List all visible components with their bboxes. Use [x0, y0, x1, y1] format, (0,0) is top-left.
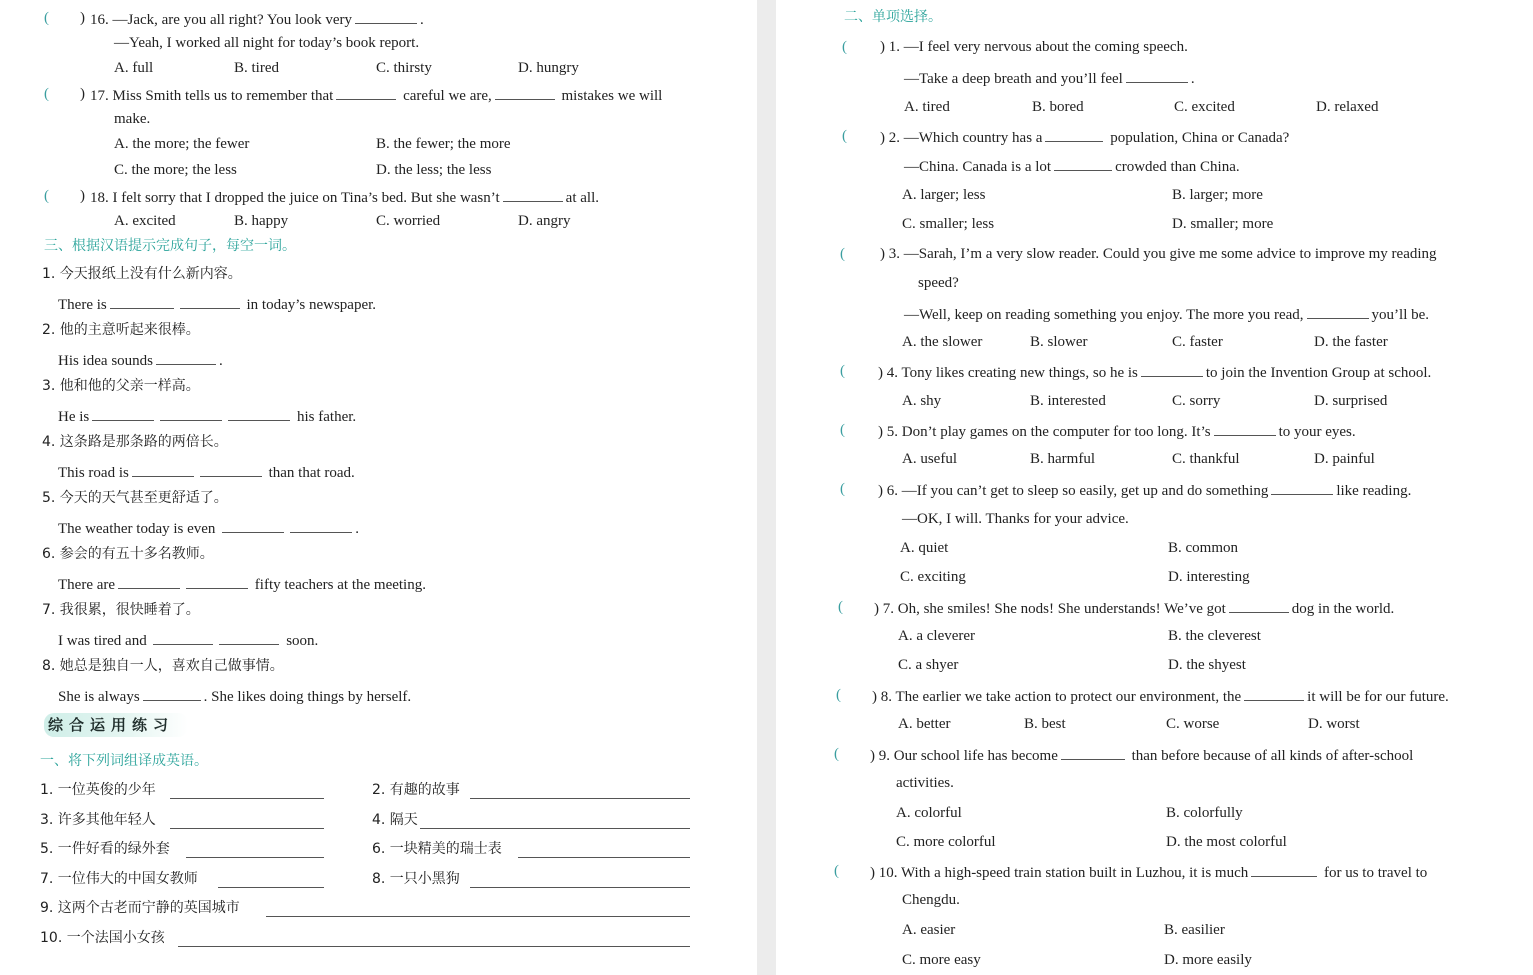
- answer-blank[interactable]: [153, 630, 213, 645]
- question-line2-text: —Take a deep breath and you’ll feel: [904, 71, 1123, 87]
- prompt-en-post: than that road.: [268, 465, 355, 481]
- answer-paren[interactable]: (: [44, 10, 49, 26]
- prompt-cn: 6. 参会的有五十多名教师。: [42, 546, 214, 562]
- option-b[interactable]: B. easilier: [1164, 922, 1225, 938]
- prompt-en-post: .: [219, 353, 223, 369]
- prompt-en-pre: There are: [58, 577, 116, 593]
- option-b[interactable]: B. harmful: [1030, 451, 1095, 467]
- answer-blank[interactable]: [1251, 862, 1317, 877]
- phrase-item: 6. 一块精美的瑞士表: [372, 841, 502, 857]
- answer-line[interactable]: [266, 915, 690, 917]
- answer-paren[interactable]: (: [836, 687, 841, 703]
- option-a[interactable]: A. useful: [902, 451, 957, 467]
- answer-paren[interactable]: (: [834, 746, 839, 762]
- answer-blank[interactable]: [336, 85, 396, 100]
- answer-blank[interactable]: [186, 574, 248, 589]
- option-d[interactable]: D. relaxed: [1316, 99, 1379, 115]
- answer-blank[interactable]: [1061, 745, 1125, 760]
- question-tail: dog in the world.: [1291, 601, 1395, 617]
- question-continuation: Chengdu.: [902, 892, 960, 908]
- question-tail: than before because of all kinds of after-school: [1131, 748, 1414, 764]
- question-text: 17. Miss Smith tells us to remember that: [90, 88, 334, 104]
- answer-blank[interactable]: [1271, 480, 1333, 495]
- answer-line[interactable]: [186, 856, 324, 858]
- answer-paren[interactable]: (: [840, 363, 845, 379]
- question-text: ) 5. Don’t play games on the computer for too long. It’s: [878, 424, 1211, 440]
- section-heading: 一、将下列词组译成英语。: [40, 753, 208, 769]
- prompt-en-pre: She is always: [58, 689, 140, 705]
- answer-blank[interactable]: [228, 406, 290, 421]
- prompt-en: [58, 350, 223, 370]
- phrase-item: 10. 一个法国小女孩: [40, 930, 165, 946]
- question-tail: to join the Invention Group at school.: [1205, 365, 1432, 381]
- prompt-en: [58, 574, 426, 594]
- phrase-item: 9. 这两个古老而宁静的英国城市: [40, 900, 240, 916]
- answer-paren[interactable]: (: [838, 599, 843, 615]
- option-b[interactable]: B. tired: [234, 60, 279, 76]
- phrase-item: 7. 一位伟大的中国女教师: [40, 871, 198, 887]
- option-a[interactable]: A. shy: [902, 393, 942, 409]
- option-d[interactable]: D. smaller; more: [1172, 216, 1274, 232]
- question-tail: you’ll be.: [1371, 307, 1430, 323]
- option-b[interactable]: B. slower: [1030, 334, 1088, 350]
- prompt-cn: 8. 她总是独自一人，喜欢自己做事情。: [42, 658, 284, 674]
- answer-paren[interactable]: (: [840, 422, 845, 438]
- option-a[interactable]: A. full: [114, 60, 154, 76]
- question-text: ) 6. —If you can’t get to sleep so easily, get up and do something: [878, 483, 1269, 499]
- page-gutter: [757, 0, 776, 975]
- question-tail: at all.: [565, 190, 599, 206]
- option-d[interactable]: D. more easily: [1164, 952, 1252, 968]
- option-a[interactable]: A. the more; the fewer: [114, 136, 250, 152]
- prompt-cn: 3. 他和他的父亲一样高。: [42, 378, 200, 394]
- answer-blank[interactable]: [503, 187, 563, 202]
- section-heading: 三、根据汉语提示完成句子，每空一词。: [44, 238, 296, 254]
- option-b[interactable]: B. bored: [1032, 99, 1084, 115]
- prompt-en-pre: The weather today is even: [58, 521, 216, 537]
- question-tail: to your eyes.: [1278, 424, 1356, 440]
- option-c[interactable]: C. sorry: [1172, 393, 1221, 409]
- option-c[interactable]: C. a shyer: [898, 657, 959, 673]
- answer-paren[interactable]: (: [44, 86, 49, 102]
- question-tail: .: [1190, 71, 1195, 87]
- answer-blank[interactable]: [495, 85, 555, 100]
- question-16: [90, 9, 424, 29]
- prompt-cn: 2. 他的主意听起来很棒。: [42, 322, 200, 338]
- option-a[interactable]: A. quiet: [900, 540, 949, 556]
- question-6: [878, 480, 1411, 500]
- question-line2-text: —Well, keep on reading something you enjoy. The more you read,: [904, 307, 1304, 323]
- answer-blank[interactable]: [1214, 421, 1276, 436]
- answer-paren[interactable]: (: [44, 188, 49, 204]
- answer-blank[interactable]: [132, 462, 194, 477]
- option-d[interactable]: D. hungry: [518, 60, 579, 76]
- question-2: [880, 127, 1289, 147]
- question-tail: it will be for our future.: [1307, 689, 1449, 705]
- option-d[interactable]: D. the faster: [1314, 334, 1388, 350]
- prompt-en-pre: He is: [58, 409, 90, 425]
- answer-line[interactable]: [420, 827, 690, 829]
- question-5: [878, 421, 1356, 441]
- prompt-en-post: . She likes doing things by herself.: [203, 689, 412, 705]
- option-b[interactable]: B. common: [1168, 540, 1238, 556]
- question-mid: careful we are,: [403, 88, 492, 104]
- left-page: [0, 0, 757, 975]
- question-text: ) 10. With a high-speed train station built in Luzhou, it is much: [870, 865, 1249, 881]
- right-page: [776, 0, 1533, 975]
- answer-line[interactable]: [518, 856, 690, 858]
- option-c[interactable]: C. more easy: [902, 952, 981, 968]
- question-mid: population, China or Canada?: [1110, 130, 1290, 146]
- question-reply: —Yeah, I worked all night for today’s book report.: [114, 35, 420, 51]
- option-d[interactable]: D. interesting: [1168, 569, 1250, 585]
- option-c[interactable]: C. exciting: [900, 569, 966, 585]
- prompt-en: [58, 686, 411, 706]
- prompt-en: [58, 294, 376, 314]
- option-c[interactable]: C. excited: [1174, 99, 1235, 115]
- question-line2: [904, 304, 1429, 324]
- answer-blank[interactable]: [355, 9, 417, 24]
- question-text: ) 9. Our school life has become: [870, 748, 1058, 764]
- answer-blank[interactable]: [1229, 598, 1289, 613]
- answer-blank[interactable]: [1054, 156, 1112, 171]
- question-10: [870, 862, 1427, 882]
- prompt-en-post: .: [355, 521, 359, 537]
- option-d[interactable]: D. angry: [518, 213, 571, 229]
- option-a[interactable]: A. better: [898, 716, 951, 732]
- option-d[interactable]: D. the less; the less: [376, 162, 492, 178]
- prompt-cn: 7. 我很累，很快睡着了。: [42, 602, 200, 618]
- phrase-item: 3. 许多其他年轻人: [40, 812, 156, 828]
- option-c[interactable]: C. more colorful: [896, 834, 996, 850]
- prompt-en-pre: This road is: [58, 465, 129, 481]
- question-tail: mistakes we will: [561, 88, 663, 104]
- question-3: ) 3. —Sarah, I’m a very slow reader. Could you give me some advice to improve my reading: [880, 246, 1437, 262]
- prompt-en-post: his father.: [297, 409, 357, 425]
- option-a[interactable]: A. a cleverer: [898, 628, 976, 644]
- prompt-en: [58, 518, 359, 538]
- question-continuation: activities.: [896, 775, 954, 791]
- prompt-en: [58, 630, 318, 650]
- answer-blank[interactable]: [92, 406, 154, 421]
- section-heading: 二、单项选择。: [844, 9, 942, 25]
- question-tail: crowded than China.: [1115, 159, 1240, 175]
- option-b[interactable]: B. happy: [234, 213, 289, 229]
- option-c[interactable]: C. smaller; less: [902, 216, 995, 232]
- option-d[interactable]: D. the most colorful: [1166, 834, 1287, 850]
- phrase-item: 2. 有趣的故事: [372, 782, 460, 798]
- answer-line[interactable]: [178, 945, 690, 947]
- question-4: [878, 362, 1431, 382]
- question-tail: for us to travel to: [1323, 865, 1428, 881]
- option-a[interactable]: A. excited: [114, 213, 176, 229]
- question-text: ) 8. The earlier we take action to protect our environment, the: [872, 689, 1242, 705]
- option-b[interactable]: B. interested: [1030, 393, 1106, 409]
- practice-title: 综合运用练习: [44, 713, 188, 737]
- prompt-cn: 4. 这条路是那条路的两倍长。: [42, 434, 228, 450]
- answer-line[interactable]: [218, 886, 324, 888]
- option-a[interactable]: A. the slower: [902, 334, 983, 350]
- answer-line[interactable]: [470, 797, 690, 799]
- option-b[interactable]: B. the fewer; the more: [376, 136, 511, 152]
- option-d[interactable]: D. the shyest: [1168, 657, 1246, 673]
- question-17: [90, 85, 662, 105]
- question-text: ) 4. Tony likes creating new things, so he is: [878, 365, 1138, 381]
- option-b[interactable]: B. best: [1024, 716, 1066, 732]
- phrase-item: 1. 一位英俊的少年: [40, 782, 156, 798]
- answer-blank[interactable]: [1307, 304, 1369, 319]
- option-a[interactable]: A. colorful: [896, 805, 962, 821]
- prompt-en: [58, 406, 356, 426]
- question-tail: .: [420, 12, 424, 28]
- question-line2: [904, 156, 1240, 176]
- paren-close: ): [80, 10, 85, 26]
- question-1: ) 1. —I feel very nervous about the coming speech.: [880, 39, 1188, 55]
- answer-paren[interactable]: (: [840, 481, 845, 497]
- question-text: 16. —Jack, are you all right? You look very: [90, 12, 353, 28]
- answer-blank[interactable]: [219, 630, 279, 645]
- option-c[interactable]: C. thankful: [1172, 451, 1240, 467]
- question-text: ) 7. Oh, she smiles! She nods! She understands! We’ve got: [874, 601, 1226, 617]
- option-a[interactable]: A. tired: [904, 99, 950, 115]
- answer-paren[interactable]: (: [834, 863, 839, 879]
- question-tail: like reading.: [1336, 483, 1412, 499]
- phrase-item: 8. 一只小黑狗: [372, 871, 460, 887]
- option-a[interactable]: A. larger; less: [902, 187, 986, 203]
- option-a[interactable]: A. easier: [902, 922, 956, 938]
- question-9: [870, 745, 1413, 765]
- option-c[interactable]: C. worried: [376, 213, 441, 229]
- answer-line[interactable]: [470, 886, 690, 888]
- option-c[interactable]: C. faster: [1172, 334, 1223, 350]
- answer-line[interactable]: [170, 797, 324, 799]
- prompt-en-pre: I was tired and: [58, 633, 147, 649]
- answer-paren[interactable]: (: [842, 128, 847, 144]
- option-b[interactable]: B. larger; more: [1172, 187, 1263, 203]
- option-b[interactable]: B. colorfully: [1166, 805, 1243, 821]
- question-line2-text: —China. Canada is a lot: [904, 159, 1052, 175]
- answer-blank[interactable]: [1045, 127, 1103, 142]
- phrase-item: 4. 隔天: [372, 812, 418, 828]
- question-18: [90, 187, 599, 207]
- option-c[interactable]: C. worse: [1166, 716, 1220, 732]
- question-8: [872, 686, 1449, 706]
- answer-blank[interactable]: [110, 294, 174, 309]
- paren-close: ): [80, 188, 85, 204]
- option-c[interactable]: C. thirsty: [376, 60, 432, 76]
- option-c[interactable]: C. the more; the less: [114, 162, 237, 178]
- answer-blank[interactable]: [180, 294, 240, 309]
- question-continuation: make.: [114, 111, 151, 127]
- answer-paren[interactable]: (: [842, 39, 847, 55]
- question-7: [874, 598, 1394, 618]
- answer-blank[interactable]: [1126, 68, 1188, 83]
- answer-blank[interactable]: [1141, 362, 1203, 377]
- question-line2: —OK, I will. Thanks for your advice.: [902, 511, 1129, 527]
- answer-blank[interactable]: [156, 350, 216, 365]
- prompt-en-post: fifty teachers at the meeting.: [254, 577, 426, 593]
- paren-close: ): [80, 86, 85, 102]
- answer-blank[interactable]: [118, 574, 180, 589]
- option-d[interactable]: D. painful: [1314, 451, 1375, 467]
- answer-blank[interactable]: [222, 518, 284, 533]
- prompt-cn: 5. 今天的天气甚至更舒适了。: [42, 490, 228, 506]
- answer-line[interactable]: [170, 827, 324, 829]
- answer-blank[interactable]: [200, 462, 262, 477]
- answer-blank[interactable]: [1244, 686, 1304, 701]
- question-text: 18. I felt sorry that I dropped the juice on Tina’s bed. But she wasn’t: [90, 190, 500, 206]
- phrase-item: 5. 一件好看的绿外套: [40, 841, 170, 857]
- answer-blank[interactable]: [290, 518, 352, 533]
- question-line2: [904, 68, 1195, 88]
- prompt-en-pre: His idea sounds: [58, 353, 153, 369]
- answer-paren[interactable]: (: [840, 246, 845, 262]
- prompt-en-post: in today’s newspaper.: [246, 297, 377, 313]
- prompt-en: [58, 462, 355, 482]
- option-d[interactable]: D. worst: [1308, 716, 1360, 732]
- prompt-cn: 1. 今天报纸上没有什么新内容。: [42, 266, 242, 282]
- answer-blank[interactable]: [143, 686, 201, 701]
- prompt-en-post: soon.: [286, 633, 319, 649]
- option-b[interactable]: B. the cleverest: [1168, 628, 1261, 644]
- option-d[interactable]: D. surprised: [1314, 393, 1388, 409]
- question-continuation: speed?: [918, 275, 959, 291]
- answer-blank[interactable]: [160, 406, 222, 421]
- prompt-en-pre: There is: [58, 297, 107, 313]
- question-text: ) 2. —Which country has a: [880, 130, 1043, 146]
